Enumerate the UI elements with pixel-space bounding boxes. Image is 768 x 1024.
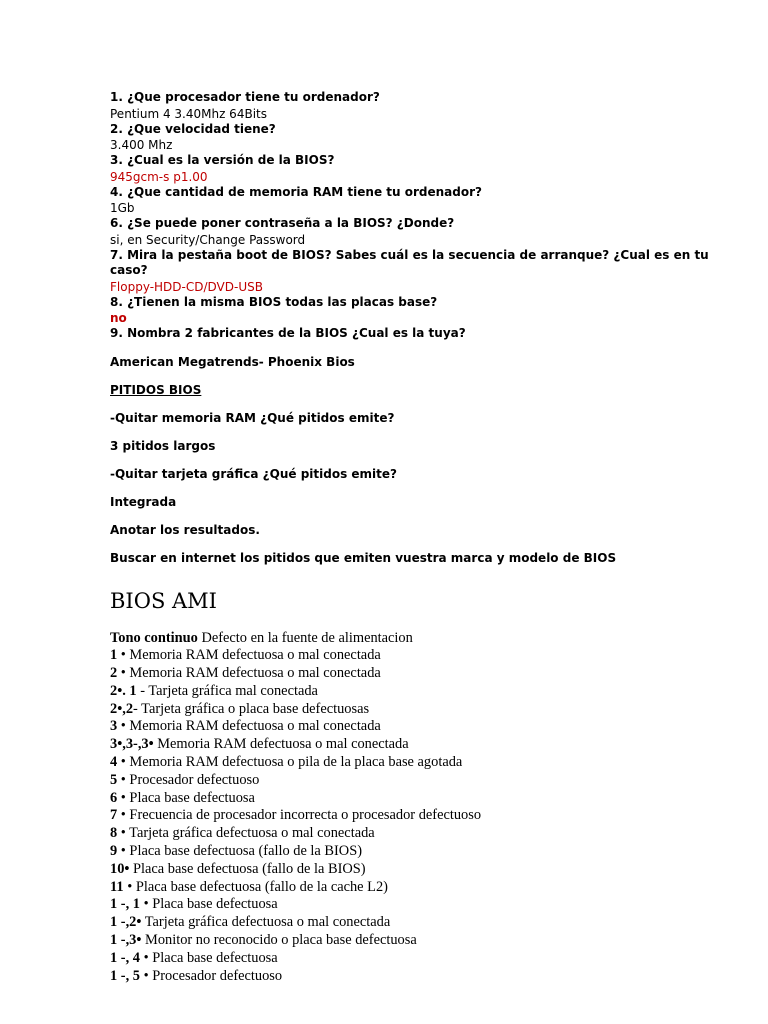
beep-code-description: • Procesador defectuoso xyxy=(139,967,283,984)
beep-code: 11 xyxy=(110,878,124,895)
beep-code-description: Placa base defectuosa (fallo de la BIOS) xyxy=(129,860,366,877)
beep-code-row xyxy=(110,861,710,879)
answer-8: no xyxy=(110,311,127,325)
question-9: 9. Nombra 2 fabricantes de la BIOS ¿Cual es la tuya? xyxy=(110,326,466,340)
beep-code-row xyxy=(110,896,710,914)
beep-code-row xyxy=(110,843,710,861)
beep-code-row xyxy=(110,968,710,986)
beep-code-description: - Tarjeta gráfica mal conectada xyxy=(136,682,318,699)
beep-code: 8 xyxy=(110,825,118,842)
beep-code-row xyxy=(110,683,710,701)
beep-code-description: • Placa base defectuosa xyxy=(117,789,255,806)
beep-code-description: Monitor no reconocido o placa base defectuosa xyxy=(141,932,417,949)
task-remove-graphics-card: -Quitar tarjeta gráfica ¿Qué pitidos emite? xyxy=(110,466,397,481)
beep-code: 10• xyxy=(110,860,130,877)
beep-code-description: • Procesador defectuoso xyxy=(117,771,260,788)
beep-code: 2•,2 xyxy=(110,700,134,717)
answer-1: Pentium 4 3.40Mhz 64Bits xyxy=(110,106,267,121)
beep-code: 6 xyxy=(110,789,118,806)
beep-code-description: Memoria RAM defectuosa o mal conectada xyxy=(153,736,409,753)
beep-code-description: • Memoria RAM defectuosa o mal conectada xyxy=(117,718,381,735)
beep-code-description: • Placa base defectuosa (fallo de la cache L2) xyxy=(123,878,388,895)
beep-code-description: Defecto en la fuente de alimentacion xyxy=(197,629,413,646)
question-3: 3. ¿Cual es la versión de la BIOS? xyxy=(110,153,335,167)
question-7: 7. Mira la pestaña boot de BIOS? Sabes cuál es la secuencia de arranque? ¿Cual es en tu caso? xyxy=(110,247,709,277)
beep-code: 1 xyxy=(110,647,118,664)
beep-code: 1 -, 5 xyxy=(110,967,140,984)
beep-code-row xyxy=(110,772,710,790)
beep-code: 3•,3-,3• xyxy=(110,736,154,753)
document-page xyxy=(110,90,710,985)
beep-code-row xyxy=(110,879,710,897)
beep-code-description: - Tarjeta gráfica o placa base defectuosas xyxy=(133,700,370,717)
heading-bios-ami: BIOS AMI xyxy=(110,588,217,613)
beep-code-description: • Memoria RAM defectuosa o mal conectada xyxy=(117,665,381,682)
question-8: 8. ¿Tienen la misma BIOS todas las placas base? xyxy=(110,294,438,309)
beep-code: 3 xyxy=(110,718,118,735)
beep-code-row xyxy=(110,701,710,719)
beep-code: Tono continuo xyxy=(110,629,198,646)
beep-code-row xyxy=(110,914,710,932)
answer-3: 945gcm-s p1.00 xyxy=(110,169,208,184)
beep-code-description: • Memoria RAM defectuosa o pila de la placa base agotada xyxy=(117,754,463,771)
instruction-search-internet: Buscar en internet los pitidos que emiten vuestra marca y modelo de BIOS xyxy=(110,550,617,565)
beep-code-row xyxy=(110,630,710,648)
questionnaire xyxy=(110,90,710,342)
beep-code: 1 -, 4 xyxy=(110,949,140,966)
beep-code-row xyxy=(110,718,710,736)
beep-code: 1 -,3• xyxy=(110,932,142,949)
beep-code: 1 -, 1 xyxy=(110,896,140,913)
beep-code: 7 xyxy=(110,807,118,824)
beep-code: 2 xyxy=(110,665,118,682)
instruction-note-results: Anotar los resultados. xyxy=(110,522,260,537)
question-2: 2. ¿Que velocidad tiene? xyxy=(110,121,276,136)
beep-code-row xyxy=(110,825,710,843)
beep-code: 2•. 1 xyxy=(110,682,137,699)
result-remove-graphics-card: Integrada xyxy=(110,494,177,509)
beep-code-description: • Placa base defectuosa xyxy=(139,949,278,966)
beep-code-description: • Tarjeta gráfica defectuosa o mal conectada xyxy=(117,825,375,842)
answer-9-manufacturers: American Megatrends- Phoenix Bios xyxy=(110,354,355,369)
beep-code-row xyxy=(110,932,710,950)
beep-code-description: • Memoria RAM defectuosa o mal conectada xyxy=(117,647,381,664)
question-6: 6. ¿Se puede poner contraseña a la BIOS? ¿Donde? xyxy=(110,216,455,230)
beep-code-row xyxy=(110,790,710,808)
beep-code-row xyxy=(110,807,710,825)
beep-code: 1 -,2• xyxy=(110,914,142,931)
task-remove-ram: -Quitar memoria RAM ¿Qué pitidos emite? xyxy=(110,410,395,425)
beep-code-description: • Frecuencia de procesador incorrecta o procesador defectuoso xyxy=(117,807,482,824)
beep-code: 4 xyxy=(110,754,118,771)
beep-code-row xyxy=(110,950,710,968)
beep-code-row xyxy=(110,647,710,665)
section-title-pitidos-bios: PITIDOS BIOS xyxy=(110,382,202,397)
beep-code: 9 xyxy=(110,843,118,860)
beep-code-description: • Placa base defectuosa xyxy=(139,896,278,913)
beep-code: 5 xyxy=(110,771,118,788)
beep-code-description: Tarjeta gráfica defectuosa o mal conectada xyxy=(141,914,391,931)
beep-code-row xyxy=(110,754,710,772)
beep-code-row xyxy=(110,665,710,683)
answer-2: 3.400 Mhz xyxy=(110,138,173,152)
question-1: 1. ¿Que procesador tiene tu ordenador? xyxy=(110,90,380,104)
answer-6: si, en Security/Change Password xyxy=(110,232,306,247)
question-4: 4. ¿Que cantidad de memoria RAM tiene tu ordenador? xyxy=(110,184,482,199)
result-remove-ram: 3 pitidos largos xyxy=(110,438,216,453)
answer-4: 1Gb xyxy=(110,201,135,215)
beep-code-description: • Placa base defectuosa (fallo de la BIOS) xyxy=(117,843,362,860)
beep-code-list xyxy=(110,630,710,986)
answer-7: Floppy-HDD-CD/DVD-USB xyxy=(110,279,263,294)
beep-code-row xyxy=(110,736,710,754)
